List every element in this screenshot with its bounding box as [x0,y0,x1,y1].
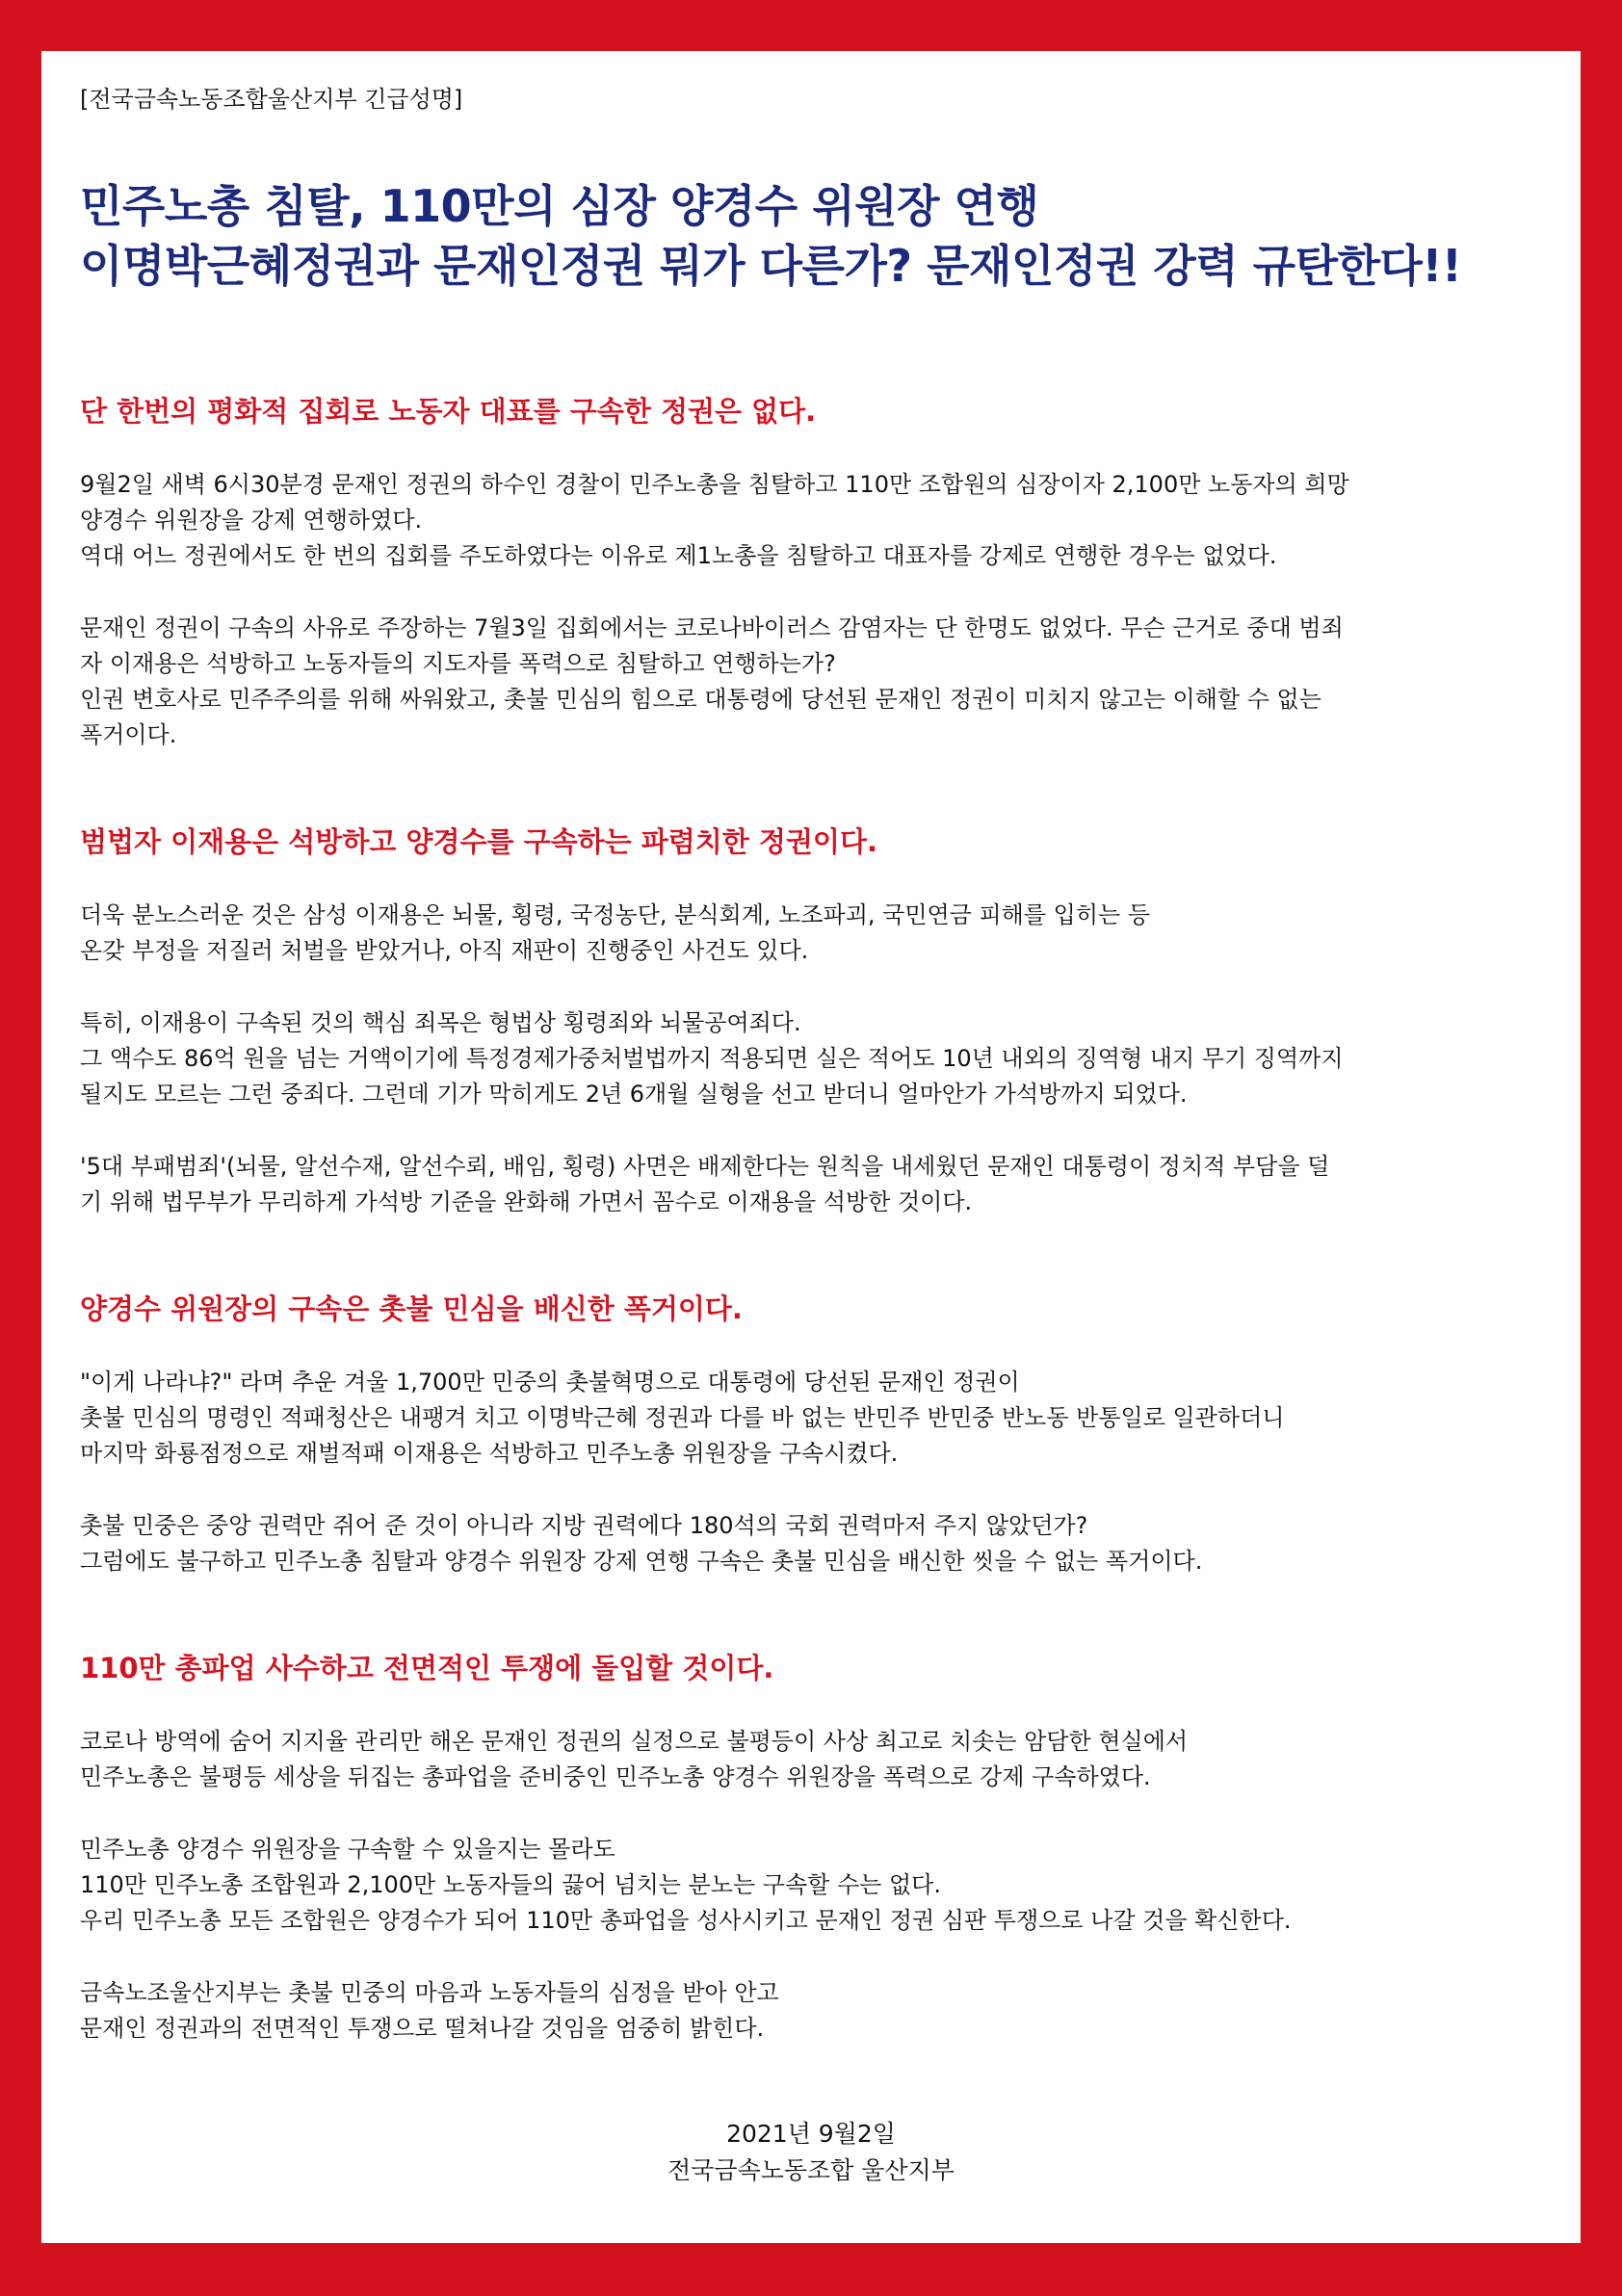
text-line: 특히, 이재용이 구속된 것의 핵심 죄목은 형법상 횡령죄와 뇌물공여죄다. [80,1009,801,1036]
text-line: 인권 변호사로 민주주의를 위해 싸워왔고, 촛불 민심의 힘으로 대통령에 당선된 문재인 정권이 미치지 않고는 이해할 수 없는 [80,686,1321,713]
text-line: 우리 민주노총 모든 조합원은 양경수가 되어 110만 총파업을 성사시키고 문재인 정권 심판 투쟁으로 나갈 것을 확신한다. [80,1907,1292,1934]
text-line: 그 액수도 86억 원을 넘는 거액이기에 특정경제가중처벌법까지 적용되면 실은 적어도 10년 내외의 징역형 내지 무기 징역까지 [80,1045,1344,1072]
text-line: 그럼에도 불구하고 민주노총 침탈과 양경수 위원장 강제 연행 구속은 촛불 민심을 배신한 씻을 수 없는 폭거이다. [80,1548,1203,1575]
signature-date: 2021년 9월2일 [726,2120,896,2148]
section-title: 110만 총파업 사수하고 전면적인 투쟁에 돌입할 것이다. [80,1652,774,1684]
headline [80,176,1542,296]
text-line: 촛불 민심의 명령인 적패청산은 내팽겨 치고 이명박근혜 정권과 다를 바 없는 반민주 반민중 반노동 반통일로 일관하더니 [80,1404,1285,1431]
paragraph [80,1975,1542,2047]
text-line: "이게 나라냐?" 라며 추운 겨울 1,700만 민중의 촛불혁명으로 대통령에 당선된 문재인 정권이 [80,1369,1020,1396]
text-line: 문재인 정권이 구속의 사유로 주장하는 7월3일 집회에서는 코로나바이러스 감염자는 단 한명도 없었다. 무슨 근거로 중대 범죄 [80,614,1344,641]
text-line: 온갖 부정을 저질러 처벌을 받았거나, 아직 재판이 진행중인 사건도 있다. [80,937,809,964]
signature [80,2116,1542,2189]
paragraph [80,1832,1542,1939]
text-line: 민주노총은 불평등 세상을 뒤집는 총파업을 준비중인 민주노총 양경수 위원장을 폭력으로 강제 구속하였다. [80,1763,1151,1790]
section [80,1290,1542,1579]
section-title: 단 한번의 평화적 집회로 노동자 대표를 구속한 정권은 없다. [80,395,817,428]
text-line: 민주노총 양경수 위원장을 구속할 수 있을지는 몰라도 [80,1836,615,1863]
paragraph [80,1149,1542,1220]
text-line: 촛불 민중은 중앙 권력만 쥐어 준 것이 아니라 지방 권력에다 180석의 국회 권력마저 주지 않았던가? [80,1512,1088,1539]
text-line: 코로나 방역에 숨어 지지율 관리만 해온 문재인 정권의 실정으로 불평등이 사상 최고로 치솟는 암담한 현실에서 [80,1728,1189,1755]
paragraph [80,898,1542,969]
text-line: '5대 부패범죄'(뇌물, 알선수재, 알선수뢰, 배임, 횡령) 사면은 배제한다는 원칙을 내세웠던 문재인 대통령이 정치적 부담을 덜 [80,1153,1330,1180]
text-line: 기 위해 법무부가 무리하게 가석방 기준을 완화해 가면서 꼼수로 이재용을 석방한 것이다. [80,1188,973,1215]
section [80,822,1542,1220]
text-line: 폭거이다. [80,721,177,748]
section-title: 범법자 이재용은 석방하고 양경수를 구속하는 파렴치한 정권이다. [80,825,877,858]
section [80,392,1542,753]
text-line: 9월2일 새벽 6시30분경 문재인 정권의 하수인 경찰이 민주노총을 침탈하고 110만 조합원의 심장이자 2,100만 노동자의 희망 [80,471,1349,498]
text-line: 마지막 화룡점정으로 재벌적패 이재용은 석방하고 민주노총 위원장을 구속시켰다. [80,1440,899,1467]
headline-line: 민주노총 침탈, 110만의 심장 양경수 위원장 연행 [80,180,1039,232]
text-line: 문재인 정권과의 전면적인 투쟁으로 떨쳐나갈 것임을 엄중히 밝힌다. [80,2015,765,2042]
paragraph [80,1005,1542,1112]
text-line: 양경수 위원장을 강제 연행하였다. [80,507,423,534]
paragraph [80,467,1542,574]
text-line: 될지도 모르는 그런 중죄다. 그런데 기가 막히게도 2년 6개월 실형을 선고 받더니 얼마안가 가석방까지 되었다. [80,1081,1188,1108]
statement-page [41,51,1581,2243]
text-line: 110만 민주노총 조합원과 2,100만 노동자들의 끓어 넘치는 분노는 구속할 수는 없다. [80,1871,941,1898]
text-line: 더욱 분노스러운 것은 삼성 이재용은 뇌물, 횡령, 국정농단, 분식회계, 노조파괴, 국민연금 피해를 입히는 등 [80,901,1151,928]
statement-tag: [전국금속노동조합울산지부 긴급성명] [80,86,463,113]
section [80,1649,1542,2047]
paragraph [80,611,1542,753]
paragraph [80,1365,1542,1472]
text-line: 자 이재용은 석방하고 노동자들의 지도자를 폭력으로 침탈하고 연행하는가? [80,650,836,677]
text-line: 금속노조울산지부는 촛불 민중의 마음과 노동자들의 심정을 받아 안고 [80,1979,779,2006]
text-line: 역대 어느 정권에서도 한 번의 집회를 주도하였다는 이유로 제1노총을 침탈하고 대표자를 강제로 연행한 경우는 없었다. [80,542,1277,569]
section-title: 양경수 위원장의 구속은 촛불 민심을 배신한 폭거이다. [80,1292,743,1325]
paragraph [80,1724,1542,1795]
paragraph [80,1508,1542,1579]
headline-line: 이명박근혜정권과 문재인정권 뭐가 다른가? 문재인정권 강력 규탄한다!! [80,240,1462,292]
signature-org: 전국금속노동조합 울산지부 [667,2156,955,2184]
